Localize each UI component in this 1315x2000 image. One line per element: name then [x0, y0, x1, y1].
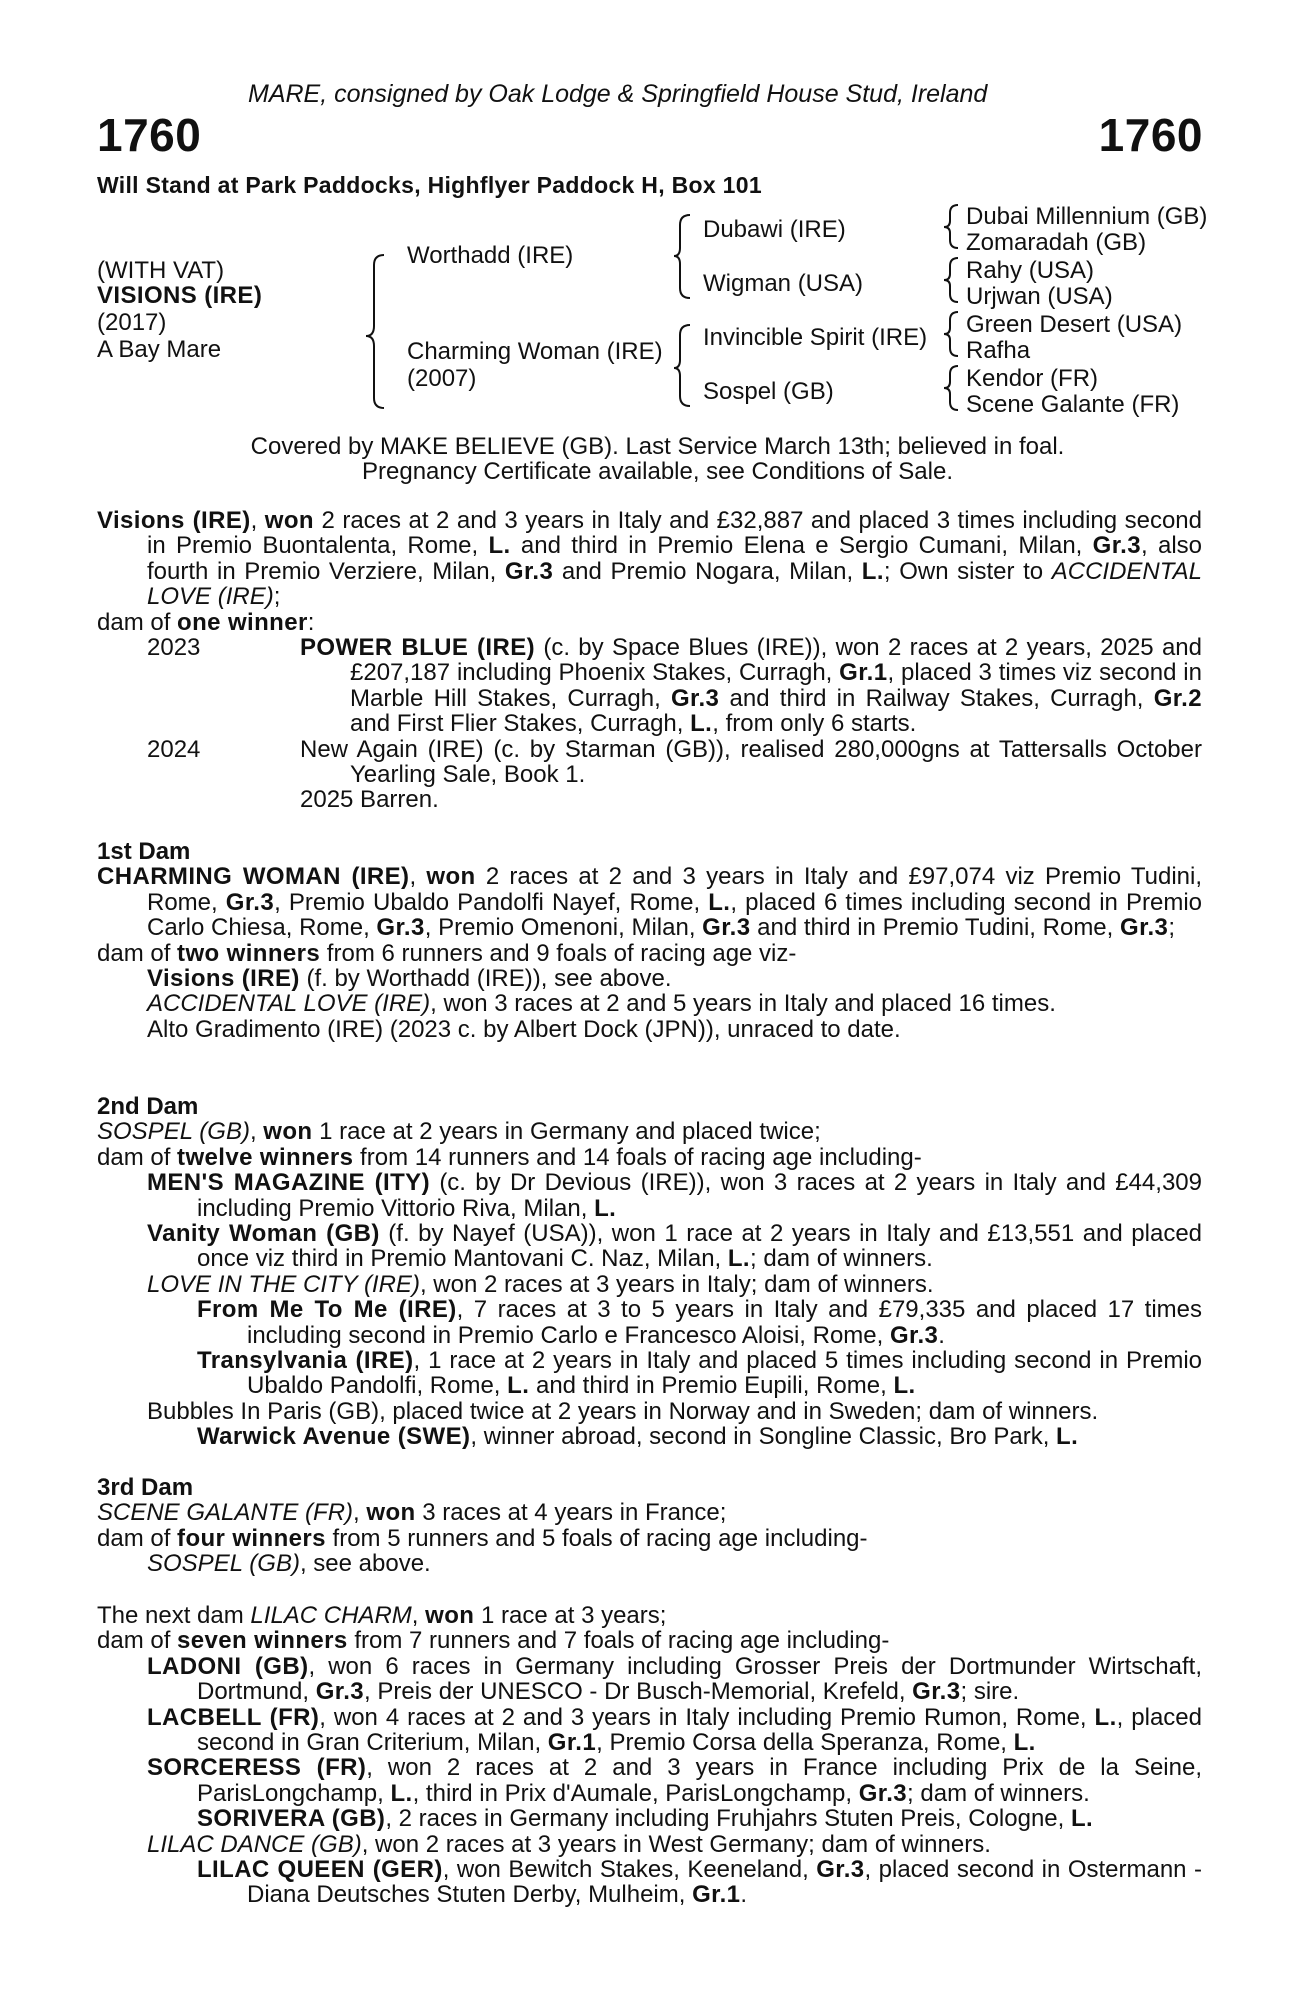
grade-3: Gr.3 [1092, 532, 1141, 560]
pregnancy-line: Pregnancy Certificate available, see Conditions of Sale. [362, 458, 953, 485]
grade-label: Gr.1 [692, 1881, 741, 1909]
pedigree-g1: Dubai Millennium (GB) [966, 203, 1208, 230]
dam-text: , Premio Ubaldo Pandolfi Nayef, Rome, [274, 888, 709, 916]
offspring-line [147, 1221, 1202, 1272]
produce-text: New Again (IRE) (c. by Starman (GB)), realised 280,000gns at Tattersalls October Yearling Sale, Book 1. [300, 735, 1202, 789]
offspring-line: Alto Gradimento (IRE) (2023 c. by Albert Dock (JPN)), unraced to date. [147, 1015, 901, 1043]
dam-text: , placed 6 times including second in Premio Carlo Chiesa, Rome, [147, 888, 1203, 942]
winners-count: two winners [177, 939, 321, 967]
dam-of-label: dam of [97, 1524, 178, 1552]
offspring-line [147, 1755, 1202, 1806]
grade-label: L. [594, 1194, 617, 1222]
third-dam-section [97, 1475, 1202, 1577]
visions-text: ; Own sister to [883, 557, 1052, 585]
offspring-name: SORCERESS (FR) [147, 1754, 367, 1782]
runners-text: from 14 runners and 14 foals of racing age including- [353, 1143, 922, 1171]
offspring-name: Vanity Woman (GB) [147, 1220, 380, 1248]
pedigree-g2: Zomaradah (GB) [966, 229, 1147, 256]
grade-label: Gr.3 [858, 1779, 908, 1807]
offspring-name: Transylvania (IRE) [197, 1347, 414, 1375]
grade-label: Gr.3 [315, 1678, 365, 1706]
grade-label: Gr.3 [912, 1678, 961, 1706]
won-label: won [425, 1602, 475, 1629]
winners-count: four winners [177, 1524, 326, 1552]
second-dam-record: SOSPEL (GB), won 1 race at 2 years in Germany and placed twice; [97, 1118, 821, 1146]
visions-text: and third in Premio Elena e Sergio Cumani, Milan, [510, 532, 1093, 560]
grand-offspring-line [197, 1857, 1202, 1908]
section-heading: 1st Dam [97, 838, 191, 865]
third-dam-dam-of [97, 1526, 1202, 1551]
produce-year [147, 787, 300, 812]
runners-text: from 5 runners and 5 foals of racing age including- [325, 1524, 868, 1552]
section-heading: 3rd Dam [97, 1474, 194, 1501]
produce-text [300, 635, 1202, 737]
offspring-text: , placed second in Ostermann - Diana Deutsches Stuten Derby, Mulheim, [247, 1856, 1202, 1909]
offspring-text: , won 6 races in Germany including Grosser Preis der Dortmunder Wirtschaft, Dortmund, [197, 1652, 1202, 1706]
grade-label: L. [507, 1372, 530, 1400]
next-dam-section [97, 1603, 1202, 1908]
second-dam-dam-of [97, 1145, 1202, 1170]
grade-label: Gr.3 [670, 684, 720, 712]
third-dam-record: SCENE GALANTE (FR), won 3 races at 4 years in France; [97, 1499, 727, 1527]
offspring-line: Bubbles In Paris (GB), placed twice at 2 years in Norway and in Sweden; dam of winners. [147, 1397, 1099, 1425]
dam-name: LILAC CHARM [250, 1602, 412, 1629]
lot-number-left: 1760 [97, 109, 202, 161]
section-heading: 2nd Dam [97, 1093, 199, 1120]
offspring-text: ; dam of winners. [750, 1245, 933, 1273]
offspring-text: (c. by Dr Devious (IRE)), won 3 races at 2 years in Italy and £44,309 including Premio Vittorio Riva, Milan, [197, 1169, 1202, 1222]
produce-row [97, 635, 1202, 737]
pedigree-g6: Rafha [966, 337, 1031, 364]
offspring-text: , won 3 races at 2 and 5 years in Italy and placed 16 times. [430, 990, 1056, 1018]
pedigree-g3: Rahy (USA) [966, 257, 1095, 284]
grade-label: Gr.3 [225, 888, 275, 916]
offspring-text: ; dam of winners. [907, 1779, 1090, 1807]
offspring-text: . [740, 1881, 748, 1909]
pedigree-g7: Kendor (FR) [966, 365, 1099, 392]
produce-name: POWER BLUE (IRE) [300, 634, 536, 662]
stand-location: Will Stand at Park Paddocks, Highflyer Paddock H, Box 101 [97, 172, 762, 198]
grade-label: Gr.1 [547, 1729, 597, 1757]
grand-offspring-line [197, 1424, 1202, 1449]
produce-year: 2023 [147, 634, 201, 662]
winners-count: seven winners [177, 1627, 348, 1655]
won-label: won [264, 507, 314, 534]
offspring-name: SOSPEL (GB) [147, 1550, 300, 1578]
offspring-text: , placed second in Gran Criterium, Milan, [197, 1703, 1202, 1757]
lot-number-right: 1760 [1098, 109, 1203, 161]
offspring-text: , won 2 races at 3 years in West Germany; dam of winners. [361, 1830, 991, 1858]
grade-label: Gr.3 [376, 914, 425, 942]
offspring-text: , Premio Corsa della Speranza, Rome, [596, 1729, 1014, 1757]
grade-listed: L. [488, 532, 511, 560]
covered-line: Covered by MAKE BELIEVE (GB). Last Service March 13th; believed in foal. [250, 433, 1065, 460]
grade-label: L. [893, 1372, 916, 1400]
pedigree-g5: Green Desert (USA) [966, 311, 1183, 338]
own-sister-name: ACCIDENTAL LOVE (IRE) [147, 557, 1202, 611]
pedigree-dam-year: (2007) [407, 365, 477, 392]
won-label: won [263, 1118, 313, 1146]
offspring-name: MEN'S MAGAZINE (ITY) [147, 1169, 430, 1197]
offspring-name: LACBELL (FR) [147, 1703, 320, 1731]
offspring-line [147, 1272, 1202, 1297]
offspring-text: and third in Premio Eupili, Rome, [529, 1372, 894, 1400]
offspring-name: From Me To Me (IRE) [197, 1296, 457, 1324]
grade-label: L. [708, 888, 731, 916]
produce-detail: , placed 3 times viz second in Marble Hill Stakes, Curragh, [350, 659, 1202, 712]
dam-text: ; [1168, 914, 1175, 942]
grade-label: Gr.2 [1153, 684, 1202, 712]
offspring-text: , Preis der UNESCO - Dr Busch-Memorial, Krefeld, [364, 1678, 913, 1706]
offspring-name: LOVE IN THE CITY (IRE) [147, 1270, 420, 1298]
grade-label: Gr.1 [839, 659, 888, 687]
dam-of-label: dam of [97, 1627, 178, 1655]
dam-name: SCENE GALANTE (FR) [97, 1499, 354, 1527]
visions-section [97, 508, 1202, 813]
intro-text: The next dam [97, 1602, 251, 1629]
offspring-line [97, 966, 1202, 991]
vat-label: (WITH VAT) [97, 257, 225, 284]
offspring-line [147, 1170, 1202, 1221]
grand-offspring-line [197, 1348, 1202, 1399]
grade-label: Gr.3 [702, 914, 751, 942]
offspring-text: (f. by Nayef (USA)), won 1 race at 2 years in Italy and £13,551 and placed once viz third in Premio Mantovani C. Naz, Milan, [197, 1220, 1203, 1273]
dam-text: 1 race at 3 years; [474, 1602, 667, 1629]
produce-detail: and First Flier Stakes, Curragh, [350, 710, 691, 738]
grade-3: Gr.3 [504, 557, 554, 585]
dam-text: and third in Premio Tudini, Rome, [750, 914, 1120, 942]
dam-text: 3 races at 4 years in France; [415, 1499, 727, 1527]
dam-name: CHARMING WOMAN (IRE) [97, 863, 410, 891]
dam-text: 1 race at 2 years in Germany and placed twice; [312, 1118, 821, 1146]
offspring-text: (f. by Worthadd (IRE)), see above. [299, 965, 672, 993]
colon: : [307, 608, 315, 636]
dam-name: SOSPEL (GB) [97, 1118, 250, 1146]
first-dam-section [97, 839, 1202, 1042]
second-dam-section [97, 1094, 1202, 1450]
offspring-line [97, 991, 1202, 1016]
grand-offspring-line [197, 1297, 1202, 1348]
visions-text: and Premio Nogara, Milan, [553, 557, 862, 585]
won-label: won [426, 863, 476, 891]
grade-label: L. [390, 1779, 413, 1807]
consignment-line: MARE, consigned by Oak Lodge & Springfield House Stud, Ireland [248, 80, 988, 108]
grade-label: Gr.3 [889, 1321, 939, 1349]
offspring-text: . [938, 1321, 945, 1349]
dam-text: 2 races at 2 and 3 years in Italy and £97,074 viz Premio Tudini, Rome, [147, 863, 1203, 916]
dam-of-label: dam of [97, 608, 178, 636]
visions-text: 2 races at 2 and 3 years in Italy and £32,887 and placed 3 times including second in Premio Buontalenta, Rome, [147, 507, 1202, 560]
grade-label: L. [727, 1245, 751, 1273]
horse-year: (2017) [97, 309, 167, 336]
pedigree-dam-dam: Sospel (GB) [703, 378, 834, 405]
runners-text: from 7 runners and 7 foals of racing age including- [347, 1627, 890, 1655]
visions-text: ; [273, 583, 281, 611]
produce-text: 2025 Barren. [300, 786, 439, 814]
offspring-text: , see above. [299, 1550, 431, 1578]
pedigree-sire: Worthadd (IRE) [407, 242, 574, 269]
offspring-name: LADONI (GB) [147, 1652, 309, 1680]
offspring-text: , winner abroad, second in Songline Classic, Bro Park, [470, 1423, 1057, 1451]
offspring-name: Warwick Avenue (SWE) [197, 1423, 471, 1451]
visions-dam-of [97, 610, 1202, 635]
offspring-line [147, 1551, 1202, 1576]
pedigree-sire-sire: Dubawi (IRE) [703, 216, 846, 243]
offspring-name: Visions (IRE) [147, 965, 300, 993]
first-dam-dam-of [97, 941, 1202, 966]
pedigree-dam-sire: Invincible Spirit (IRE) [703, 324, 928, 351]
produce-detail: (c. by Space Blues (IRE)), won 2 races at 2 years, 2025 and £207,187 including Phoenix Stakes, Curragh, [350, 634, 1202, 687]
dam-text: , Premio Omenoni, Milan, [424, 914, 703, 942]
dam-of-label: dam of [97, 939, 178, 967]
visions-name: Visions (IRE) [97, 507, 251, 534]
produce-row [97, 737, 1202, 788]
offspring-text: , won 2 races at 3 years in Italy; dam of winners. [419, 1270, 934, 1298]
offspring-name: SORIVERA (GB) [197, 1805, 386, 1833]
offspring-text: , won 2 races at 2 and 3 years in France including Prix de la Seine, ParisLongchamp, [197, 1754, 1202, 1807]
next-dam-record [97, 1603, 1202, 1628]
produce-detail: , from only 6 starts. [712, 710, 917, 738]
offspring-text: , won 4 races at 2 and 3 years in Italy including Premio Rumon, Rome, [319, 1703, 1095, 1731]
horse-description: A Bay Mare [97, 336, 222, 363]
dam-of-label: dam of [97, 1143, 178, 1171]
grade-label: L. [1056, 1423, 1079, 1451]
offspring-name: ACCIDENTAL LOVE (IRE) [147, 990, 431, 1018]
first-dam-record: CHARMING WOMAN (IRE), won 2 races at 2 and 3 years in Italy and £97,074 viz Premio Tudini, Rome, Gr.3, Premio Ubaldo Pandolfi Nayef, Rome, L., placed 6 times including second in Premio Carlo Chiesa, Rome, Gr.3, Premio Omenoni, Milan, Gr.3 and third in Premio Tudini, Rome, Gr.3; [97, 863, 1203, 942]
next-dam-dam-of [97, 1628, 1202, 1653]
offspring-name: LILAC DANCE (GB) [147, 1830, 362, 1858]
grade-label: L. [1013, 1729, 1036, 1757]
pedigree-dam: Charming Woman (IRE) [407, 338, 663, 365]
offspring-text: , won Bewitch Stakes, Keeneland, [442, 1856, 817, 1884]
produce-detail: and third in Railway Stakes, Curragh, [719, 684, 1154, 712]
grade-label: Gr.3 [816, 1856, 865, 1884]
offspring-text: , 1 race at 2 years in Italy and placed 5 times including second in Premio Ubaldo Pandolfi, Rome, [247, 1347, 1202, 1400]
horse-name: VISIONS (IRE) [97, 282, 263, 309]
grade-label: L. [1071, 1805, 1094, 1833]
offspring-text: ; sire. [960, 1678, 1020, 1706]
offspring-text: , third in Prix d'Aumale, ParisLongchamp, [412, 1779, 859, 1807]
won-label: won [366, 1499, 416, 1527]
winners-count: one winner [177, 608, 308, 636]
offspring-name: LILAC QUEEN (GER) [197, 1856, 443, 1884]
grand-offspring-line [197, 1806, 1202, 1831]
visions-text: , also fourth in Premio Verziere, Milan, [147, 532, 1202, 585]
separator: , [411, 1602, 426, 1629]
pedigree-g4: Urjwan (USA) [966, 283, 1113, 310]
offspring-text: , 7 races at 3 to 5 years in Italy and £79,335 and placed 17 times including second in Premio Carlo e Francesco Aloisi, Rome, [247, 1296, 1203, 1349]
grade-label: L. [690, 710, 713, 738]
offspring-text: , 2 races in Germany including Fruhjahrs Stuten Preis, Cologne, [385, 1805, 1071, 1833]
runners-text: from 6 runners and 9 foals of racing age viz- [320, 939, 797, 967]
offspring-line [147, 1654, 1202, 1705]
grade-label: L. [1094, 1703, 1117, 1731]
pedigree-sire-dam: Wigman (USA) [703, 270, 864, 297]
produce-year: 2024 [147, 735, 201, 763]
offspring-line [147, 1832, 1202, 1857]
winners-count: twelve winners [177, 1143, 354, 1171]
grade-label: Gr.3 [1120, 914, 1169, 942]
produce-row [97, 787, 1202, 812]
visions-record: Visions (IRE), won 2 races at 2 and 3 years in Italy and £32,887 and placed 3 times including second in Premio Buontalenta, Rome, L. and third in Premio Elena e Sergio Cumani, Milan, Gr.3, also fourth in Premio Verziere, Milan, Gr.3 and Premio Nogara, Milan, L.; Own sister to ACCIDENTAL LOVE (IRE); [97, 507, 1202, 611]
pedigree-g8: Scene Galante (FR) [966, 391, 1180, 418]
grade-listed: L. [861, 557, 884, 585]
offspring-line [147, 1705, 1202, 1756]
